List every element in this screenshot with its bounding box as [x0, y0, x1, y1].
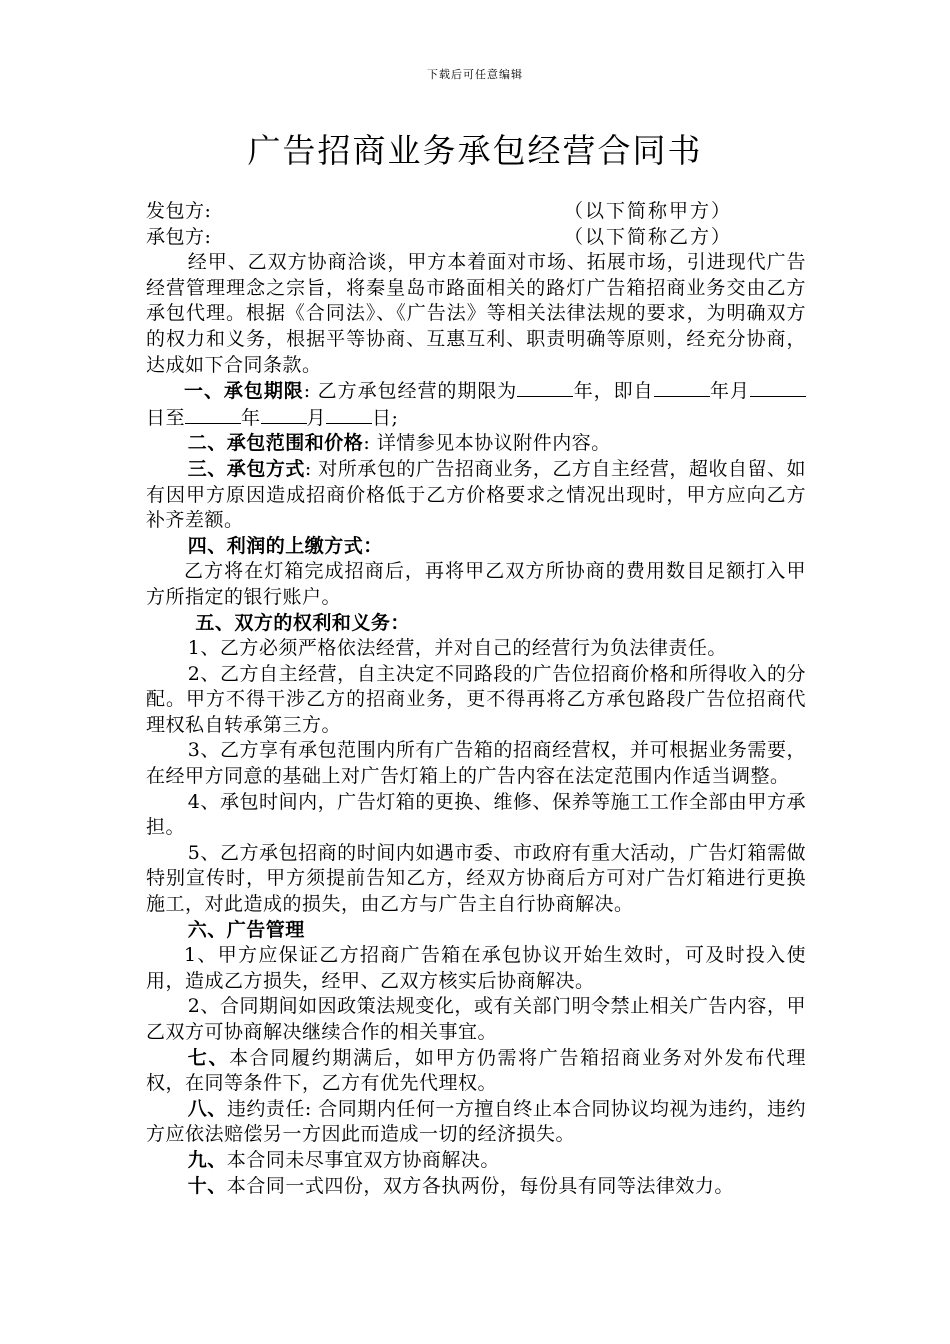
clause-5-item-1: 1、乙方必须严格依法经营，并对自己的经营行为负法律责任。	[187, 637, 727, 660]
clause-1-heading: 一、承包期限	[184, 380, 304, 403]
preamble: 经甲、乙双方协商洽谈，甲方本着面对市场、拓展市场，引进现代广告经营管理理念之宗旨，将秦皇岛市路面相关的路灯广告箱招商业务交由乙方承包代理。根据《合同法》、《广告法》等相关法律法规的要求，为明确双方的权力和义务，根据平等协商、互惠互利、职责明确等原则，经充分协商，达成如下合同条款。	[146, 251, 806, 376]
clause-8	[146, 1097, 806, 1148]
clause-10	[146, 1174, 806, 1200]
clause-3	[146, 457, 806, 534]
clause-4-heading: 四、利润的上缴方式：	[187, 534, 383, 557]
party-a-label: 发包方:	[146, 200, 212, 222]
clause-7-text: 本合同履约期满后，如甲方仍需将广告箱招商业务对外发布代理权，在同等条件下，乙方有优先代理权。	[146, 1046, 806, 1095]
clause-6-heading: 六、广告管理	[187, 918, 305, 941]
clause-9-heading: 九、	[187, 1148, 227, 1171]
blank-end-year[interactable]	[185, 405, 241, 424]
blank-term-years[interactable]	[517, 378, 573, 397]
clause-7-heading: 七、	[187, 1046, 230, 1069]
clause-5-item-5: 5、乙方承包招商的时间内如遇市委、市政府有重大活动，广告灯箱需做特别宣传时，甲方须提前告知乙方，经双方协商后方可对广告灯箱进行更换施工，对此造成的损失，由乙方与广告主自行协商解决。	[146, 841, 806, 916]
blank-start-year[interactable]	[654, 378, 710, 397]
clause-6-heading-line	[146, 918, 806, 944]
clause-1-text-6: 年	[241, 406, 261, 429]
header-note: 下载后可任意编辑	[427, 68, 523, 81]
clause-7	[146, 1046, 806, 1097]
clause-1-text-5: 日至	[146, 406, 186, 429]
clause-10-text: 本合同一式四份，双方各执两份，每份具有同等法律效力。	[226, 1174, 734, 1197]
clause-5-heading-line	[146, 611, 806, 637]
contract-body	[146, 199, 806, 1199]
party-b-row	[146, 225, 806, 251]
clause-5-item-2: 2、乙方自主经营，自主决定不同路段的广告位招商价格和所得收入的分配。甲方不得干涉乙方的招商业务，更不得再将乙方承包路段广告位招商代理权私自转承第三方。	[146, 662, 806, 736]
clause-3-heading: 三、承包方式	[187, 457, 305, 480]
blank-end-month[interactable]	[261, 405, 307, 424]
clause-1-text-8: 日;	[372, 406, 399, 429]
clause-6-item-1: 1、甲方应保证乙方招商广告箱在承包协议开始生效时，可及时投入使用，造成乙方损失，经甲、乙双方核实后协商解决。	[146, 944, 806, 992]
clause-9-text: 本合同未尽事宜双方协商解决。	[226, 1148, 500, 1171]
clause-8-text: 违约责任: 合同期内任何一方擅自终止本合同协议均视为违约，违约方应依法赔偿另一方因此而造成一切的经济损失。	[146, 1097, 806, 1146]
clause-5-heading: 五、双方的权利和义务：	[195, 611, 410, 634]
clause-1-text-1: : 乙方承包经营的期限为	[303, 380, 518, 403]
clause-2-heading: 二、承包范围和价格	[187, 432, 364, 455]
clause-9	[146, 1148, 806, 1174]
clause-1	[146, 378, 806, 431]
clause-1-text-3: 年	[709, 380, 730, 403]
clause-1-text-4: 月	[730, 380, 750, 403]
clause-6-item-2: 2、合同期间如因政策法规变化，或有关部门明令禁止相关广告内容，甲乙双方可协商解决继续合作的相关事宜。	[146, 995, 806, 1043]
document-title: 广告招商业务承包经营合同书	[247, 131, 703, 170]
clause-8-heading: 八、	[187, 1097, 227, 1120]
blank-end-day[interactable]	[326, 405, 372, 424]
clause-2-text: : 详情参见本协议附件内容。	[363, 432, 611, 455]
clause-5-item-4: 4、承包时间内，广告灯箱的更换、维修、保养等施工工作全部由甲方承担。	[146, 790, 806, 839]
party-a-note: （以下简称甲方）	[564, 200, 733, 222]
blank-start-month[interactable]	[750, 378, 806, 397]
clause-4-text: 乙方将在灯箱完成招商后，再将甲乙双方所协商的费用数目足额打入甲方所指定的银行账户。	[146, 560, 806, 608]
clause-2	[146, 431, 806, 457]
clause-3-text: : 对所承包的广告招商业务，乙方自主经营，超收自留、如有因甲方原因造成招商价格低于乙方价格要求之情况出现时，甲方应向乙方补齐差额。	[146, 457, 806, 532]
clause-5-item-3: 3、乙方享有承包范围内所有广告箱的招商经营权，并可根据业务需要，在经甲方同意的基础上对广告灯箱上的广告内容在法定范围内作适当调整。	[146, 739, 806, 788]
clause-1-text-2: 年，即自	[573, 380, 654, 403]
party-b-label: 承包方:	[146, 225, 212, 248]
party-a-row	[146, 199, 806, 225]
clause-4-heading-line	[146, 534, 806, 560]
party-b-note: （以下简称乙方）	[564, 225, 733, 248]
clause-10-heading: 十、	[187, 1174, 227, 1197]
clause-1-text-7: 月	[306, 406, 327, 429]
